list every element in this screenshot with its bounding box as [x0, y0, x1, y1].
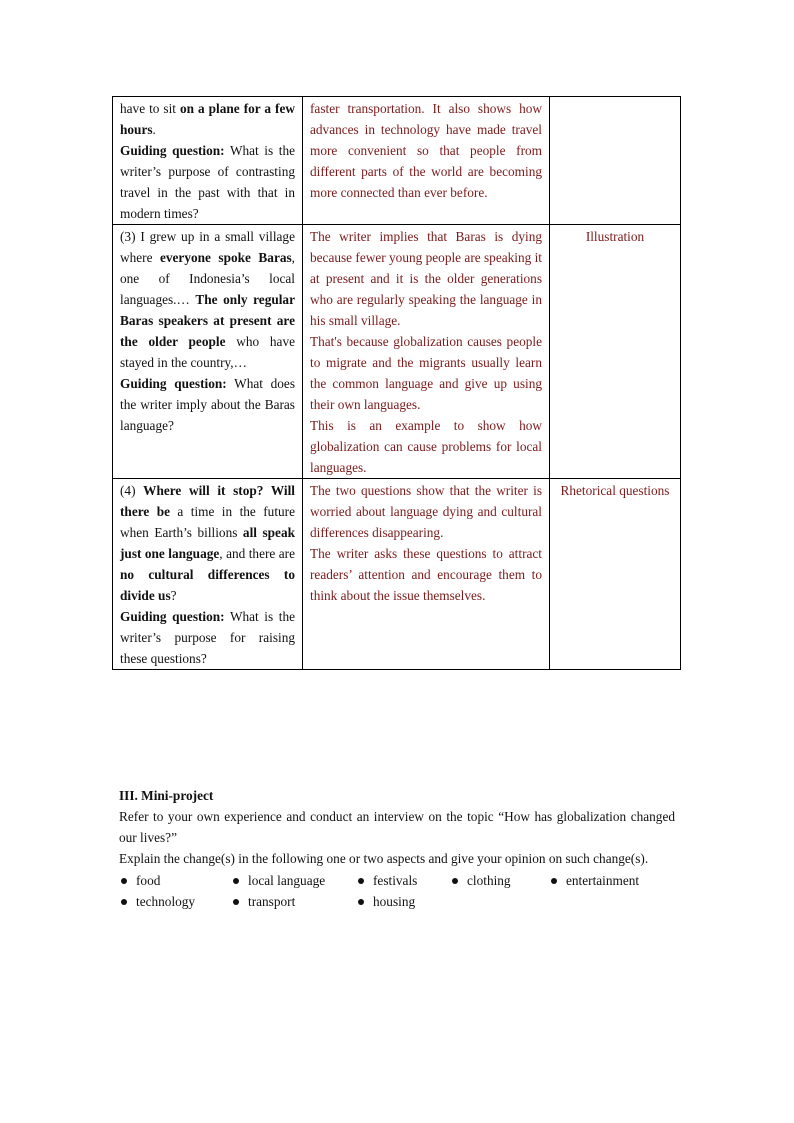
answer-cell	[303, 97, 550, 225]
answer-cell	[303, 479, 550, 670]
bullet-icon	[233, 878, 239, 884]
aspect-item	[119, 891, 231, 912]
text-fragment: .	[152, 122, 156, 137]
technique-cell	[550, 225, 681, 479]
mini-project-heading: III. Mini-project	[119, 788, 214, 803]
answer-paragraph: The writer implies that Baras is dying because fewer young people are speaking it at present and it is the older generations who are regularly speaking the language in his small village.	[310, 229, 542, 328]
guiding-question-label: Guiding question:	[120, 143, 225, 158]
highlighted-phrase: all speak just one language	[120, 525, 295, 561]
aspect-label: clothing	[467, 873, 511, 888]
aspect-label: transport	[248, 894, 296, 909]
highlighted-phrase: everyone spoke Baras	[159, 250, 292, 265]
text-fragment: have to sit	[120, 101, 180, 116]
text-fragment: who have stayed in the country,…	[120, 334, 295, 370]
table-row	[113, 479, 681, 670]
source-text-cell	[113, 97, 303, 225]
text-fragment: ?	[170, 588, 177, 603]
technique-label: Rhetorical questions	[560, 483, 670, 498]
aspect-item	[450, 870, 549, 891]
text-fragment: , one of Indonesia’s local languages.…	[120, 250, 295, 307]
source-text	[120, 98, 295, 140]
aspect-item	[356, 870, 450, 891]
guiding-question-text: What is the writer’s purpose for raising these questions?	[120, 609, 295, 666]
table-row	[113, 97, 681, 225]
aspect-label: technology	[136, 894, 196, 909]
text-fragment: (3) I grew up in a small village where	[120, 229, 295, 265]
mini-project-instruction-2: Explain the change(s) in the following one or two aspects and give your opinion on such change(s).	[119, 851, 649, 866]
aspect-item	[231, 870, 356, 891]
answer-paragraph: This is an example to show how globalization can cause problems for local languages.	[310, 418, 542, 475]
source-text-cell	[113, 225, 303, 479]
technique-cell	[550, 479, 681, 670]
answer-paragraph: That's because globalization causes people to migrate and the migrants usually learn the common language and give up using their own languages.	[310, 334, 542, 412]
bullet-icon	[452, 878, 458, 884]
mini-project-instruction-1: Refer to your own experience and conduct an interview on the topic “How has globalization changed our lives?”	[119, 809, 675, 845]
technique-label: Illustration	[585, 229, 645, 244]
highlighted-phrase: no cultural differences to divide us	[120, 567, 295, 603]
text-fragment: a time in the future when Earth’s billions	[120, 504, 295, 540]
guiding-question	[120, 373, 295, 436]
table-row	[113, 225, 681, 479]
highlighted-phrase: The only regular Baras speakers at present are the older people	[120, 292, 295, 349]
guiding-question	[120, 606, 295, 669]
guiding-question-text: What is the writer’s purpose of contrasting travel in the past with that in modern times?	[120, 143, 295, 221]
aspect-label: housing	[373, 894, 416, 909]
guiding-question-label: Guiding question:	[120, 376, 227, 391]
answer-paragraph: The two questions show that the writer is worried about language dying and cultural differences disappearing.	[310, 483, 542, 540]
source-text-cell	[113, 479, 303, 670]
analysis-table-body	[113, 97, 681, 670]
text-fragment: , and there are	[219, 546, 295, 561]
highlighted-phrase: on a plane for a few hours	[120, 101, 295, 137]
guiding-question-label: Guiding question:	[120, 609, 225, 624]
aspect-label: local language	[248, 873, 326, 888]
source-text	[120, 226, 295, 373]
guiding-question-text: What does the writer imply about the Baras language?	[120, 376, 296, 433]
bullet-icon	[121, 899, 127, 905]
mini-project-section	[119, 785, 675, 912]
guiding-question	[120, 140, 295, 224]
aspect-label: festivals	[373, 873, 418, 888]
answer-cell	[303, 225, 550, 479]
bullet-icon	[551, 878, 557, 884]
analysis-table	[112, 96, 681, 670]
answer-paragraph: faster transportation. It also shows how advances in technology have made travel more convenient so that people from different parts of the world are becoming more connected than ever before.	[310, 101, 542, 200]
aspect-item	[356, 891, 450, 912]
technique-cell	[550, 97, 681, 225]
bullet-icon	[358, 878, 364, 884]
highlighted-phrase: Where will it stop? Will there be	[120, 483, 295, 519]
bullet-icon	[358, 899, 364, 905]
aspect-label: food	[136, 873, 161, 888]
aspect-item	[231, 891, 356, 912]
aspect-item	[119, 870, 231, 891]
bullet-icon	[121, 878, 127, 884]
aspect-list	[119, 870, 675, 912]
aspect-label: entertainment	[566, 873, 640, 888]
answer-paragraph: The writer asks these questions to attract readers’ attention and encourage them to think about the issue themselves.	[310, 546, 542, 603]
text-fragment: (4)	[120, 483, 144, 498]
source-text	[120, 480, 295, 606]
bullet-icon	[233, 899, 239, 905]
aspect-item	[549, 870, 675, 891]
